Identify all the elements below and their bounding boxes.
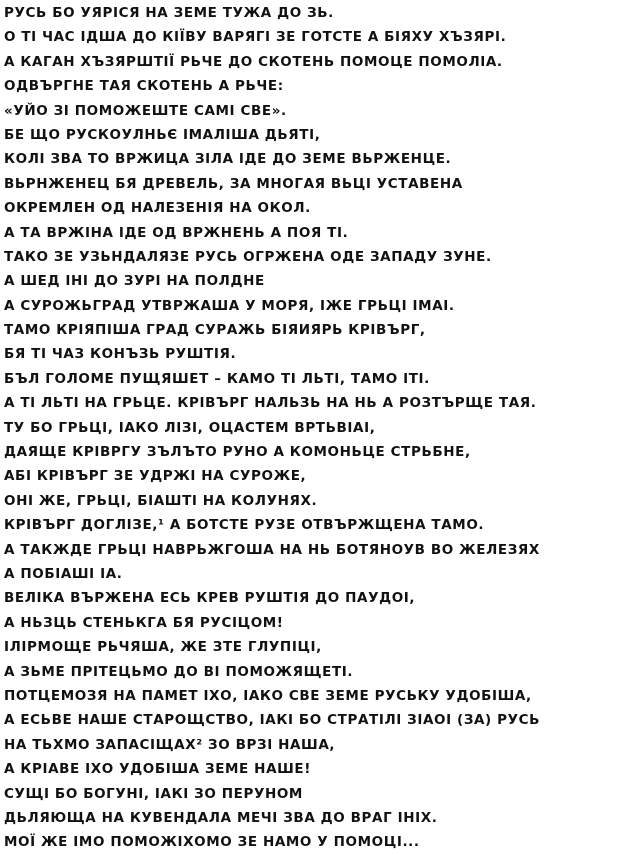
text-line: ВЬРНЖЕНЕЦ БЯ ДРЕВЕЛЬ, ЗА МНОГАЯ ВЬЦІ УСТАВЕНА [4, 175, 463, 192]
text-line: БЕ ЩО РУСКОУЛНЬЄ ІМАЛІША ДЬЯТІ, [4, 126, 321, 143]
text-line: АБІ КРІВЪРГ ЗЕ УДРЖІ НА СУРОЖЕ, [4, 468, 307, 485]
text-line: ТАКО ЗЕ УЗЬНДАЛЯЗЕ РУСЬ ОГРЖЕНА ОДЕ ЗАПАДУ ЗУНЕ. [4, 248, 492, 265]
text-line: ТУ БО ГРЬЦІ, ІАКО ЛІЗІ, ОЦАСТЕМ ВРТЬВІАІ, [4, 419, 376, 436]
text-line: А ЕСЬВЕ НАШЕ СТАРОЩСТВО, ІАКІ БО СТРАТІЛІ ЗІАОІ (ЗА) РУСЬ [4, 712, 541, 729]
text-line: А КАГАН ХЪЗЯРШТІЇ РЬЧЕ ДО СКОТЕНЬ ПОМОЦЕ ПОМОЛІА. [4, 53, 503, 70]
text-line: А КРІАВЕ ІХО УДОБІША ЗЕМЕ НАШЕ! [4, 761, 311, 778]
text-line: ОНІ ЖЕ, ГРЬЦІ, БІАШТІ НА КОЛУНЯХ. [4, 492, 318, 509]
text-line: А ЗЬМЕ ПРІТЕЦЬМО ДО ВІ ПОМОЖЯЩЕТІ. [4, 663, 354, 680]
text-line: А СУРОЖЬГРАД УТВРЖАША У МОРЯ, ІЖЕ ГРЬЦІ ІМАІ. [4, 297, 455, 314]
text-line: ТАМО КРІЯПІША ГРАД СУРАЖЬ БІЯИЯРЬ КРІВЪРГ, [4, 322, 426, 339]
text-line: МОЇ ЖЕ ІМО ПОМОЖІХОМО ЗЕ НАМО У ПОМОЦІ... [4, 834, 420, 851]
text-line: ВЕЛІКА ВЪРЖЕНА ЕСЬ КРЕВ РУШТІЯ ДО ПАУДОІ, [4, 590, 416, 607]
text-line: НА ТЬХМО ЗАПАСІЩАХ² ЗО ВРЗІ НАША, [4, 736, 336, 753]
text-line: РУСЬ БО УЯРІСЯ НА ЗЕМЕ ТУЖА ДО ЗЬ. [4, 5, 334, 21]
text-line: ПОТЦЕМОЗЯ НА ПАМЕТ ІХО, ІАКО СВЕ ЗЕМЕ РУСЬКУ УДОБІША, [4, 687, 532, 704]
text-line: БЯ ТІ ЧАЗ КОНЪЗЬ РУШТІЯ. [4, 346, 237, 363]
text-line: А ШЕД ІНІ ДО ЗУРІ НА ПОЛДНЕ [4, 273, 265, 290]
text-line: ДЬЛЯЮЩА НА КУВЕНДАЛА МЕЧІ ЗВА ДО ВРАГ ІНІХ. [4, 809, 438, 826]
text-line: КОЛІ ЗВА ТО ВРЖИЦА ЗІЛА ІДЕ ДО ЗЕМЕ ВЬРЖЕНЦЕ. [4, 151, 452, 168]
text-line: СУЩІ БО БОГУНІ, ІАКІ ЗО ПЕРУНОМ [4, 785, 303, 802]
text-line: О ТІ ЧАС ІДША ДО КІЇВУ ВАРЯГІ ЗЕ ГОТСТЕ А БІЯХУ ХЪЗЯРІ. [4, 29, 507, 46]
text-line: ДАЯЩЕ КРІВРГУ ЗЪЛЪТО РУНО А КОМОНЬЦЕ СТРЬБНЕ, [4, 444, 471, 461]
text-line: «УЙО ЗІ ПОМОЖЕШТЕ САМІ СВЕ». [4, 102, 287, 119]
text-line: А ТІ ЛЬТІ НА ГРЬЦЕ. КРІВЪРГ НАЛЬЗЬ НА НЬ А РОЗТЪРЩЕ ТАЯ. [4, 395, 537, 412]
text-line: А НЬЗЦЬ СТЕНЬКГА БЯ РУСІЦОМ! [4, 614, 284, 631]
text-line: КРІВЪРГ ДОГЛІЗЕ,¹ А БОТСТЕ РУЗЕ ОТВЪРЖЩЕНА ТАМО. [4, 517, 485, 534]
text-line: А ПОБІАШІ ІА. [4, 565, 123, 582]
text-line: БЪЛ ГОЛОМЕ ПУЩЯШЕТ – КАМО ТІ ЛЬТІ, ТАМО ІТІ. [4, 370, 430, 387]
text-line: ОДВЪРГНЕ ТАЯ СКОТЕНЬ А РЬЧЕ: [4, 78, 284, 95]
poem-text [4, 1, 616, 855]
text-line: А ТА ВРЖІНА ІДЕ ОД ВРЖНЕНЬ А ПОЯ ТІ. [4, 224, 349, 241]
text-line: ОКРЕМЛЕН ОД НАЛЕЗЕНІЯ НА ОКОЛ. [4, 200, 311, 217]
text-line: А ТАКЖДЕ ГРЬЦІ НАВРЬЖГОША НА НЬ БОТЯНОУВ ВО ЖЕЛЕЗЯХ [4, 541, 540, 558]
text-line: ІЛІРМОЩЕ РЬЧЯША, ЖЕ ЗТЕ ГЛУПІЦІ, [4, 639, 322, 656]
